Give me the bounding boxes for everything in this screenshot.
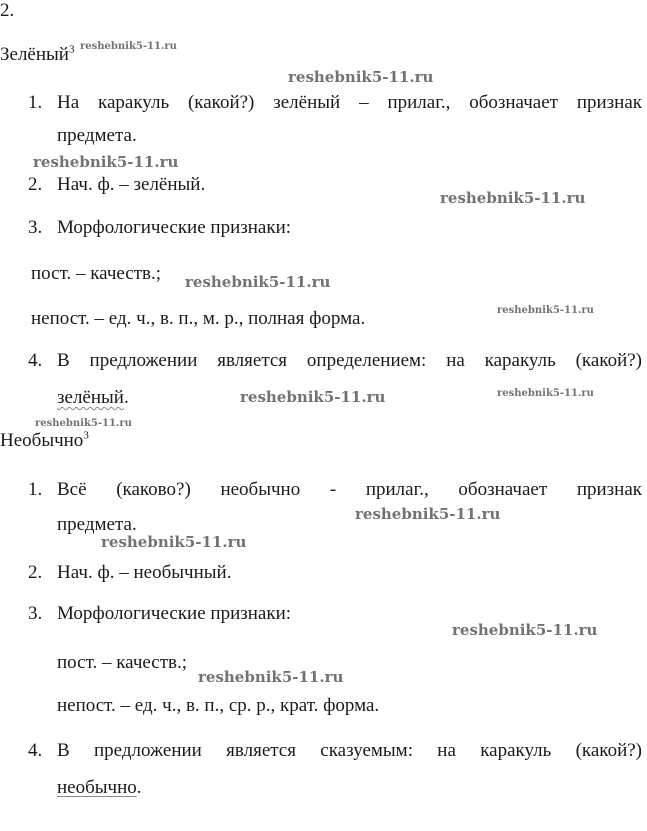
watermark: reshebnik5-11.ru [198,668,344,686]
item-text-continued: предмета. [57,514,137,535]
item-number: 1. [28,479,43,500]
variable-features: непост. – ед. ч., в. п., ср. р., крат. форма. [57,695,380,716]
watermark: reshebnik5-11.ru [497,305,594,316]
watermark: reshebnik5-11.ru [101,533,247,551]
item-text: Нач. ф. – зелёный. [57,174,206,195]
constant-features: пост. – качеств.; [57,652,188,673]
word-title-text: Зелёный [0,44,69,65]
item-number: 1. [28,92,43,113]
word-title-neobychno [0,430,89,452]
watermark: reshebnik5-11.ru [33,153,179,171]
item-number: 4. [28,350,43,371]
watermark: reshebnik5-11.ru [355,505,501,523]
item-text: На каракуль (какой?) зелёный – прилаг., обозначает признак [57,92,642,113]
watermark: reshebnik5-11.ru [35,418,132,429]
item-text-continued [57,777,142,799]
item-text: Морфологические признаки: [57,603,292,624]
item-number: 2. [28,174,43,195]
variable-features: непост. – ед. ч., в. п., м. р., полная форма. [31,308,366,329]
footnote-mark: 3 [83,429,89,442]
item-text: В предложении является определением: на каракуль (какой?) [57,350,642,371]
watermark: reshebnik5-11.ru [240,388,386,406]
word-title-zelenyi [0,44,74,66]
watermark: reshebnik5-11.ru [440,189,586,207]
word-title-text: Необычно [0,430,84,451]
item-text: Нач. ф. – необычный. [57,562,232,583]
watermark: reshebnik5-11.ru [497,388,594,399]
item-text: В предложении является сказуемым: на каракуль (какой?) [57,740,642,761]
item-text-continued: предмета. [57,125,137,146]
item-number: 3. [28,603,43,624]
item-number: 4. [28,740,43,761]
watermark: reshebnik5-11.ru [452,621,598,639]
item-number: 2. [28,562,43,583]
watermark: reshebnik5-11.ru [288,68,434,86]
underlined-word: необычно [57,777,137,798]
constant-features: пост. – качеств.; [31,263,162,284]
watermark: reshebnik5-11.ru [80,41,177,52]
watermark: reshebnik5-11.ru [185,273,331,291]
item-text: Морфологические признаки: [57,217,292,238]
item-text-continued [57,387,129,409]
task-number: 2. [0,0,15,21]
period: . [136,777,142,798]
footnote-mark: 3 [68,43,75,56]
item-number: 3. [28,217,43,238]
underlined-word: зелёный [57,387,124,408]
period: . [123,387,129,408]
item-text: Всё (каково?) необычно - прилаг., обозначает признак [57,479,642,500]
